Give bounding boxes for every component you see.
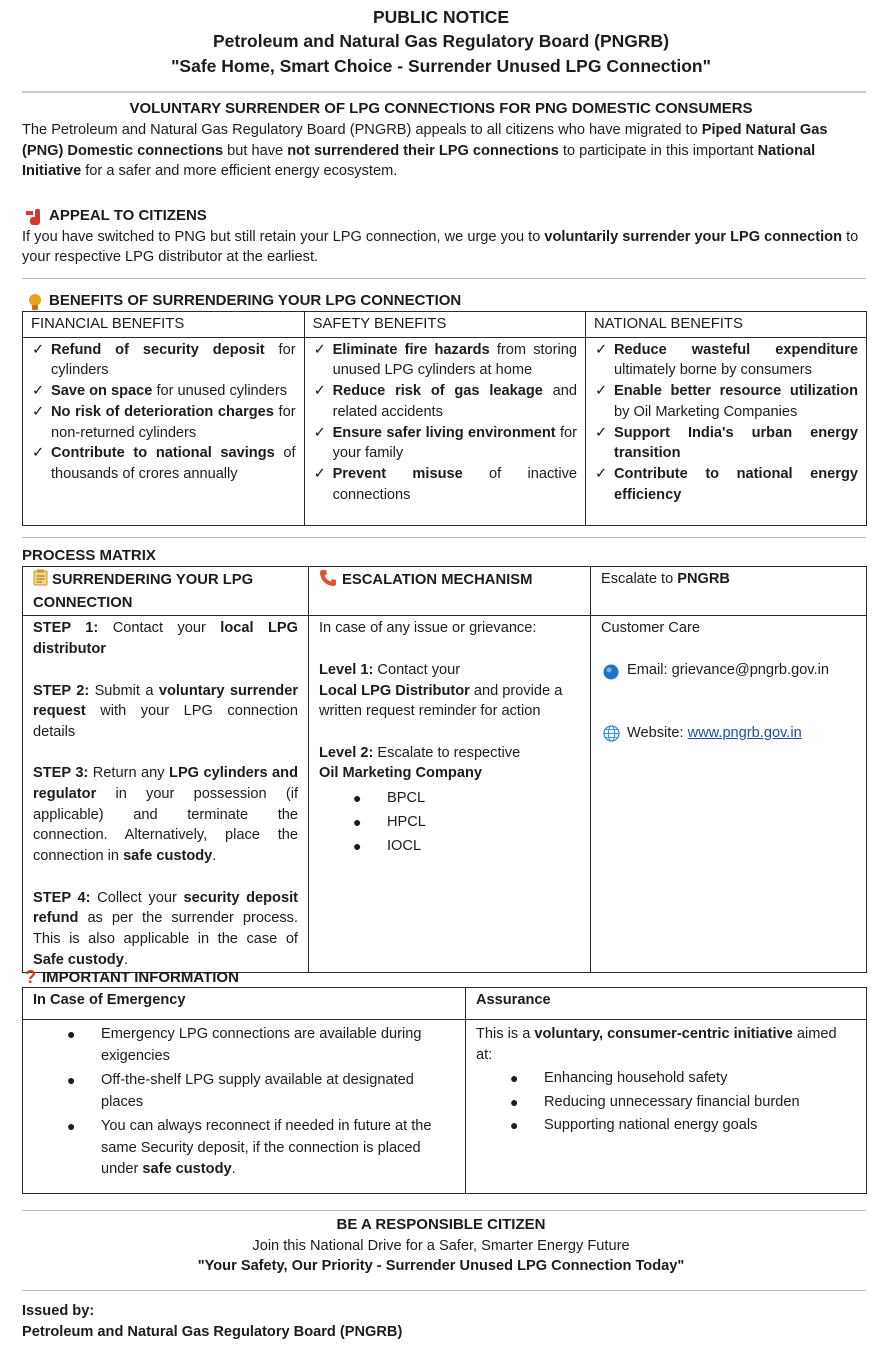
step-text: . <box>123 951 128 968</box>
check-icon: ✓ <box>313 383 326 400</box>
voluntary-text: to participate in this important <box>558 142 758 159</box>
globe-icon <box>603 725 620 749</box>
process-col1-title: SURRENDERING YOUR LPG CONNECTION <box>33 572 254 611</box>
benefit-bold: Support India's urban energy transition <box>614 424 858 462</box>
assurance-bold: voluntary, consumer-centric initiative <box>534 1026 793 1042</box>
divider <box>22 537 866 538</box>
level-text: Escalate to respective <box>373 744 521 761</box>
level-text: and provide a written request reminder for action <box>319 682 563 720</box>
safety-cell <box>304 337 585 525</box>
company-item <box>319 810 580 834</box>
benefit-item <box>23 443 296 484</box>
benefit-item <box>586 340 858 381</box>
step-text: with your LPG connection details <box>33 703 298 740</box>
check-icon: ✓ <box>595 465 608 482</box>
check-icon: ✓ <box>595 424 608 441</box>
company-list <box>319 786 580 858</box>
step-label: STEP 3: <box>33 765 89 782</box>
assurance-item-text: Supporting national energy goals <box>544 1117 758 1134</box>
voluntary-paragraph <box>22 120 868 182</box>
national-list <box>586 340 858 506</box>
website-line <box>601 723 856 744</box>
col-header-safety: SAFETY BENEFITS <box>304 312 585 338</box>
benefit-text: by Oil Marketing Companies <box>614 403 798 420</box>
assurance-list <box>476 1067 856 1138</box>
appeal-heading <box>22 206 868 227</box>
company-name: IOCL <box>387 838 422 854</box>
company-item <box>319 786 580 810</box>
step-bold: voluntary surrender request <box>33 682 299 720</box>
assurance-cell <box>466 1020 867 1194</box>
bullet: ● <box>510 1070 519 1087</box>
voluntary-text: for a safer and more efficient energy ecosystem. <box>81 163 398 180</box>
divider <box>22 1290 866 1291</box>
check-icon: ✓ <box>313 341 326 358</box>
safety-list <box>305 340 577 506</box>
notice-header <box>0 5 882 79</box>
slogan: "Safe Home, Smart Choice - Surrender Unused LPG Connection" <box>171 56 711 76</box>
question-icon: ? <box>25 967 36 987</box>
step-label: STEP 1: <box>33 620 99 637</box>
benefits-heading <box>22 291 461 312</box>
step-bold: Safe custody <box>33 951 124 968</box>
benefit-text: for non-returned cylinders <box>51 403 296 441</box>
bullet: ● <box>353 790 362 806</box>
level-bold: Oil Marketing Company <box>319 765 482 782</box>
check-icon: ✓ <box>32 383 45 400</box>
benefit-text: and related accidents <box>332 383 578 420</box>
level-text: Contact your <box>373 661 461 678</box>
benefit-bold: Reduce wasteful expenditure <box>614 341 858 358</box>
process-col2-header <box>309 567 591 616</box>
bullet: ● <box>67 1072 76 1088</box>
bullet: ● <box>67 1118 76 1134</box>
voluntary-text: The Petroleum and Natural Gas Regulatory Board (PNGRB) appeals to all citizens who have migrated to <box>22 122 702 138</box>
benefit-bold: No risk of deterioration charges <box>51 403 274 420</box>
org-title: Petroleum and Natural Gas Regulatory Board (PNGRB) <box>212 31 670 51</box>
issued-org: Petroleum and Natural Gas Regulatory Board (PNGRB) <box>22 1324 403 1340</box>
benefit-text: of thousands of crores annually <box>51 445 296 482</box>
benefit-item <box>305 423 577 464</box>
emergency-list <box>33 1024 455 1181</box>
step-label: STEP 4: <box>33 889 91 906</box>
step-3 <box>33 763 298 867</box>
escalation-level-2 <box>319 743 580 784</box>
financial-cell <box>23 337 305 525</box>
voluntary-bold: Piped Natural Gas (PNG) Domestic connections <box>22 122 828 159</box>
phone-icon <box>319 569 337 594</box>
benefit-item <box>305 340 577 381</box>
benefit-bold: Enable better resource utilization <box>614 383 858 400</box>
check-icon: ✓ <box>595 383 608 400</box>
divider <box>22 91 866 93</box>
bullet: ● <box>353 838 362 854</box>
emergency-text: You can always reconnect if needed in future at the same Security deposit, if the connection is placed under <box>101 1118 432 1177</box>
assurance-item <box>476 1067 856 1091</box>
process-col1-header <box>23 567 309 616</box>
check-icon: ✓ <box>32 445 45 462</box>
check-icon: ✓ <box>32 341 45 358</box>
divider <box>22 278 866 279</box>
step-bold: security deposit refund <box>33 889 299 927</box>
benefit-item <box>305 381 577 422</box>
financial-list <box>23 340 296 485</box>
process-col2-title: ESCALATION MECHANISM <box>342 572 533 588</box>
emergency-text: Off-the-shelf LPG supply available at designated places <box>101 1072 414 1110</box>
emergency-bold: safe custody <box>142 1161 232 1177</box>
website-link[interactable]: www.pngrb.gov.in <box>687 724 802 741</box>
assurance-item-text: Reducing unnecessary financial burden <box>544 1093 800 1110</box>
benefit-item <box>586 464 858 505</box>
contact-cell <box>591 616 867 973</box>
col-header-financial: FINANCIAL BENEFITS <box>23 312 305 338</box>
process-col3-text: Escalate to <box>601 571 678 587</box>
process-table <box>22 566 867 973</box>
process-col3-header <box>591 567 867 616</box>
check-icon: ✓ <box>313 465 326 482</box>
important-table <box>22 987 867 1194</box>
benefit-bold: Eliminate fire hazards <box>332 341 490 358</box>
bullet: ● <box>353 814 362 830</box>
email-icon <box>603 664 619 687</box>
benefit-bold: Save on space <box>51 383 153 400</box>
issued-block <box>22 1301 402 1343</box>
step-text: in your possession (if applicable) and terminate the connection. Alternatively, place the connection in <box>33 786 298 865</box>
benefit-item <box>305 464 577 505</box>
appeal-paragraph <box>22 227 868 268</box>
email-line <box>601 660 856 681</box>
emergency-item <box>33 1070 455 1113</box>
appeal-title: APPEAL TO CITIZENS <box>49 207 207 224</box>
assurance-text: aimed at: <box>476 1026 837 1063</box>
voluntary-title: VOLUNTARY SURRENDER OF LPG CONNECTIONS FOR PNG DOMESTIC CONSUMERS <box>129 100 753 117</box>
emergency-cell <box>23 1020 466 1194</box>
step-text: Submit a <box>89 682 159 699</box>
emergency-text: Emergency LPG connections are available during exigencies <box>101 1026 422 1064</box>
step-text: Return any <box>88 765 170 782</box>
step-text: . <box>212 848 217 865</box>
benefit-text: for cylinders <box>51 341 296 379</box>
company-item <box>319 834 580 858</box>
emergency-text: . <box>231 1161 236 1177</box>
voluntary-text: but have <box>223 142 288 159</box>
benefits-title: BENEFITS OF SURRENDERING YOUR LPG CONNECTION <box>49 292 462 309</box>
escalation-intro: In case of any issue or grievance: <box>319 620 537 637</box>
clipboard-icon <box>33 569 48 593</box>
step-4 <box>33 888 298 971</box>
check-icon: ✓ <box>32 403 45 420</box>
check-icon: ✓ <box>313 424 326 441</box>
alert-hand-icon <box>24 207 46 234</box>
appeal-section <box>22 206 868 268</box>
bullet: ● <box>510 1117 519 1134</box>
benefit-item <box>23 340 296 381</box>
assurance-intro <box>476 1024 856 1065</box>
company-name: BPCL <box>387 790 426 806</box>
step-label: STEP 2: <box>33 682 90 699</box>
divider <box>22 1210 866 1211</box>
benefit-text: for unused cylinders <box>152 383 288 400</box>
issued-label: Issued by: <box>22 1303 95 1319</box>
benefit-text: of inactive connections <box>332 465 578 503</box>
bullet: ● <box>67 1026 76 1042</box>
benefit-bold: Contribute to national savings <box>51 445 275 462</box>
benefit-bold: Reduce risk of gas leakage <box>332 383 543 400</box>
assurance-item <box>476 1114 856 1138</box>
emergency-item <box>33 1116 455 1181</box>
process-col3-bold: PNGRB <box>677 571 730 587</box>
assurance-text: This is a <box>476 1026 535 1042</box>
benefit-bold: Refund of security deposit <box>51 341 265 358</box>
step-text: as per the surrender process. This is also applicable in the case of <box>33 910 298 947</box>
important-heading <box>22 968 239 989</box>
notice-title: PUBLIC NOTICE <box>372 7 510 27</box>
benefit-text: for your family <box>332 424 577 462</box>
benefit-item <box>23 381 296 402</box>
company-name: HPCL <box>387 814 426 830</box>
email-text[interactable]: Email: grievance@pngrb.gov.in <box>627 661 829 678</box>
benefit-bold: Contribute to national energy efficiency <box>614 465 858 503</box>
national-cell <box>586 337 867 525</box>
benefits-table <box>22 311 867 526</box>
steps-cell <box>23 616 309 973</box>
step-1 <box>33 618 298 659</box>
assurance-item-text: Enhancing household safety <box>544 1070 728 1087</box>
bullet: ● <box>510 1093 519 1110</box>
benefit-bold: Prevent misuse <box>332 465 463 482</box>
escalation-cell <box>309 616 591 973</box>
footer-line: Join this National Drive for a Safer, Smarter Energy Future <box>252 1237 630 1254</box>
step-text: Collect your <box>90 889 184 906</box>
benefit-item <box>586 381 858 422</box>
benefit-text: ultimately borne by consumers <box>614 362 812 379</box>
level-label: Level 2: <box>319 744 374 761</box>
escalation-level-1 <box>319 660 580 722</box>
step-bold: safe custody <box>123 848 213 865</box>
col-header-national: NATIONAL BENEFITS <box>586 312 867 338</box>
step-bold: local LPG distributor <box>33 620 298 658</box>
footer-quote: "Your Safety, Our Priority - Surrender Unused LPG Connection Today" <box>197 1258 685 1275</box>
voluntary-bold: National Initiative <box>22 142 816 180</box>
level-bold: Local LPG Distributor <box>319 682 470 699</box>
step-2 <box>33 681 298 743</box>
benefit-bold: Ensure safer living environment <box>332 424 556 441</box>
assurance-item <box>476 1091 856 1115</box>
level-label: Level 1: <box>319 661 374 678</box>
benefit-item <box>586 423 858 464</box>
appeal-bold: voluntarily surrender your LPG connection <box>544 228 843 245</box>
website-label: Website: <box>627 724 688 741</box>
process-title: PROCESS MATRIX <box>22 547 156 564</box>
step-bold: LPG cylinders and regulator <box>33 765 298 802</box>
customer-care: Customer Care <box>601 620 700 637</box>
footer-title: BE A RESPONSIBLE CITIZEN <box>336 1216 546 1233</box>
emergency-item <box>33 1024 455 1067</box>
footer-block <box>0 1215 882 1277</box>
step-text: Contact your <box>98 620 221 637</box>
benefit-item <box>23 402 296 443</box>
assurance-header: Assurance <box>466 988 867 1020</box>
appeal-text: If you have switched to PNG but still retain your LPG connection, we urge you to <box>22 228 545 245</box>
emergency-header: In Case of Emergency <box>23 988 466 1020</box>
benefit-text: from storing unused LPG cylinders at home <box>332 341 577 379</box>
appeal-text: to your respective LPG distributor at the earliest. <box>22 228 859 266</box>
check-icon: ✓ <box>595 341 608 358</box>
voluntary-bold: not surrendered their LPG connections <box>287 142 559 159</box>
important-title: IMPORTANT INFORMATION <box>42 969 239 986</box>
